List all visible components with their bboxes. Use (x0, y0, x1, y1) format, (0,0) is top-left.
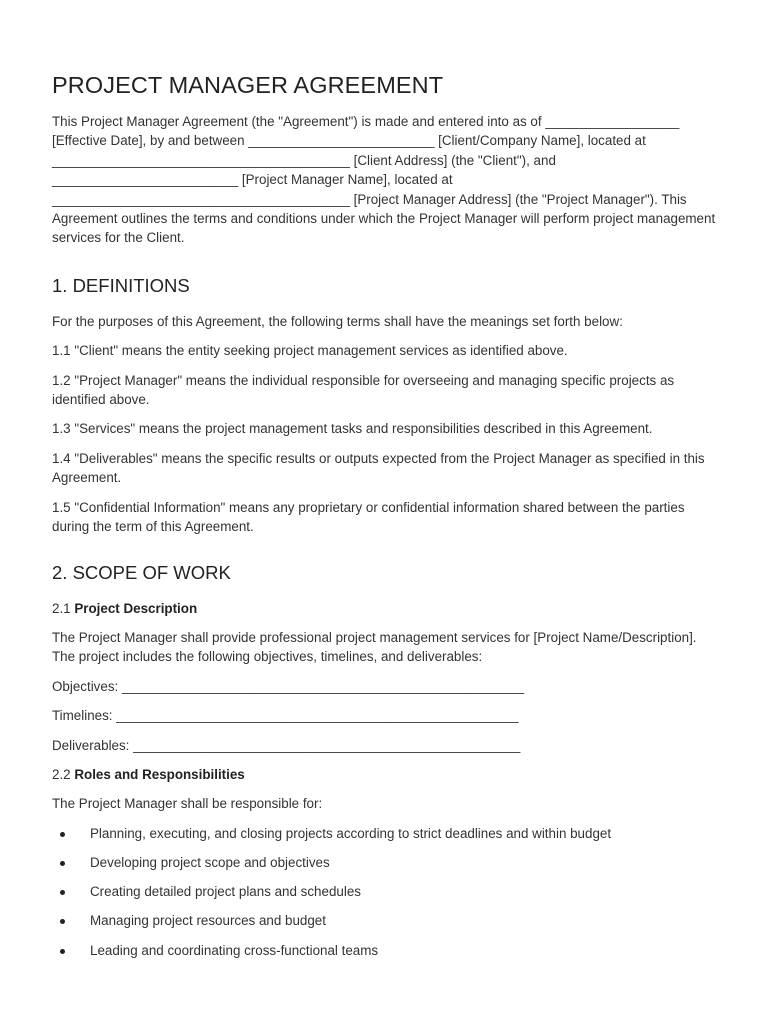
responsibilities-list (52, 824, 722, 960)
list-item-text: Leading and coordinating cross-functional teams (90, 942, 379, 958)
subsection-project-description (52, 599, 722, 618)
timelines-field: Timelines: ______________________________________________________ (52, 708, 519, 724)
list-item-text: Managing project resources and budget (90, 913, 326, 929)
subsection-roles (52, 765, 722, 784)
definition-item: 1.5 "Confidential Information" means any proprietary or confidential information shared between the parties during the term of this Agreement. (52, 499, 685, 535)
responsibilities-lead: The Project Manager shall be responsible for: (52, 796, 323, 812)
subsection-number: 2.2 (52, 766, 71, 782)
definition-item: 1.2 "Project Manager" means the individual responsible for overseeing and managing specific projects as identified above. (52, 372, 675, 408)
subsection-title: Project Description (74, 600, 198, 616)
list-item (52, 911, 722, 930)
list-item-text: Creating detailed project plans and schedules (90, 884, 361, 900)
deliverables-field: Deliverables: ____________________________________________________ (52, 737, 521, 753)
project-description-paragraph: The Project Manager shall provide professional project management services for [Project Name/Description]. The project includes the following objectives, timelines, and deliverables: (52, 629, 697, 665)
list-item (52, 882, 722, 901)
document-title: PROJECT MANAGER AGREEMENT (52, 72, 444, 98)
scope-heading: 2. SCOPE OF WORK (52, 561, 231, 583)
intro-paragraph: This Project Manager Agreement (the "Agreement") is made and entered into as of __________________ [Effective Date], by and between _________________________ [Client/Company Name], located at ________________________________________ [Client Address] (the "Client"), and _________________________ [Project Manager Name], located at ________________________________________ [Project Manager Address] (the "Project Manager"). This Agreement outlines the terms and conditions under which the Project Manager will perform project management services for the Client. (52, 114, 716, 246)
bullet-icon (60, 861, 65, 866)
bullet-icon (60, 832, 65, 837)
bullet-icon (60, 890, 65, 895)
list-item (52, 824, 722, 843)
list-item-text: Developing project scope and objectives (90, 854, 330, 870)
definition-item: 1.3 "Services" means the project management tasks and responsibilities described in this Agreement. (52, 421, 653, 437)
definition-item: 1.1 "Client" means the entity seeking project management services as identified above. (52, 343, 568, 359)
document-page (52, 70, 722, 970)
list-item (52, 853, 722, 872)
objectives-field: Objectives: ______________________________________________________ (52, 678, 525, 694)
definition-item: 1.4 "Deliverables" means the specific results or outputs expected from the Project Manager as specified in this Agreement. (52, 450, 705, 486)
list-item (52, 941, 722, 960)
definitions-lead: For the purposes of this Agreement, the following terms shall have the meanings set forth below: (52, 313, 623, 329)
list-item-text: Planning, executing, and closing projects according to strict deadlines and within budget (90, 825, 612, 841)
bullet-icon (60, 919, 65, 924)
subsection-title: Roles and Responsibilities (74, 766, 245, 782)
bullet-icon (60, 949, 65, 954)
subsection-number: 2.1 (52, 600, 71, 616)
definitions-heading: 1. DEFINITIONS (52, 274, 190, 296)
